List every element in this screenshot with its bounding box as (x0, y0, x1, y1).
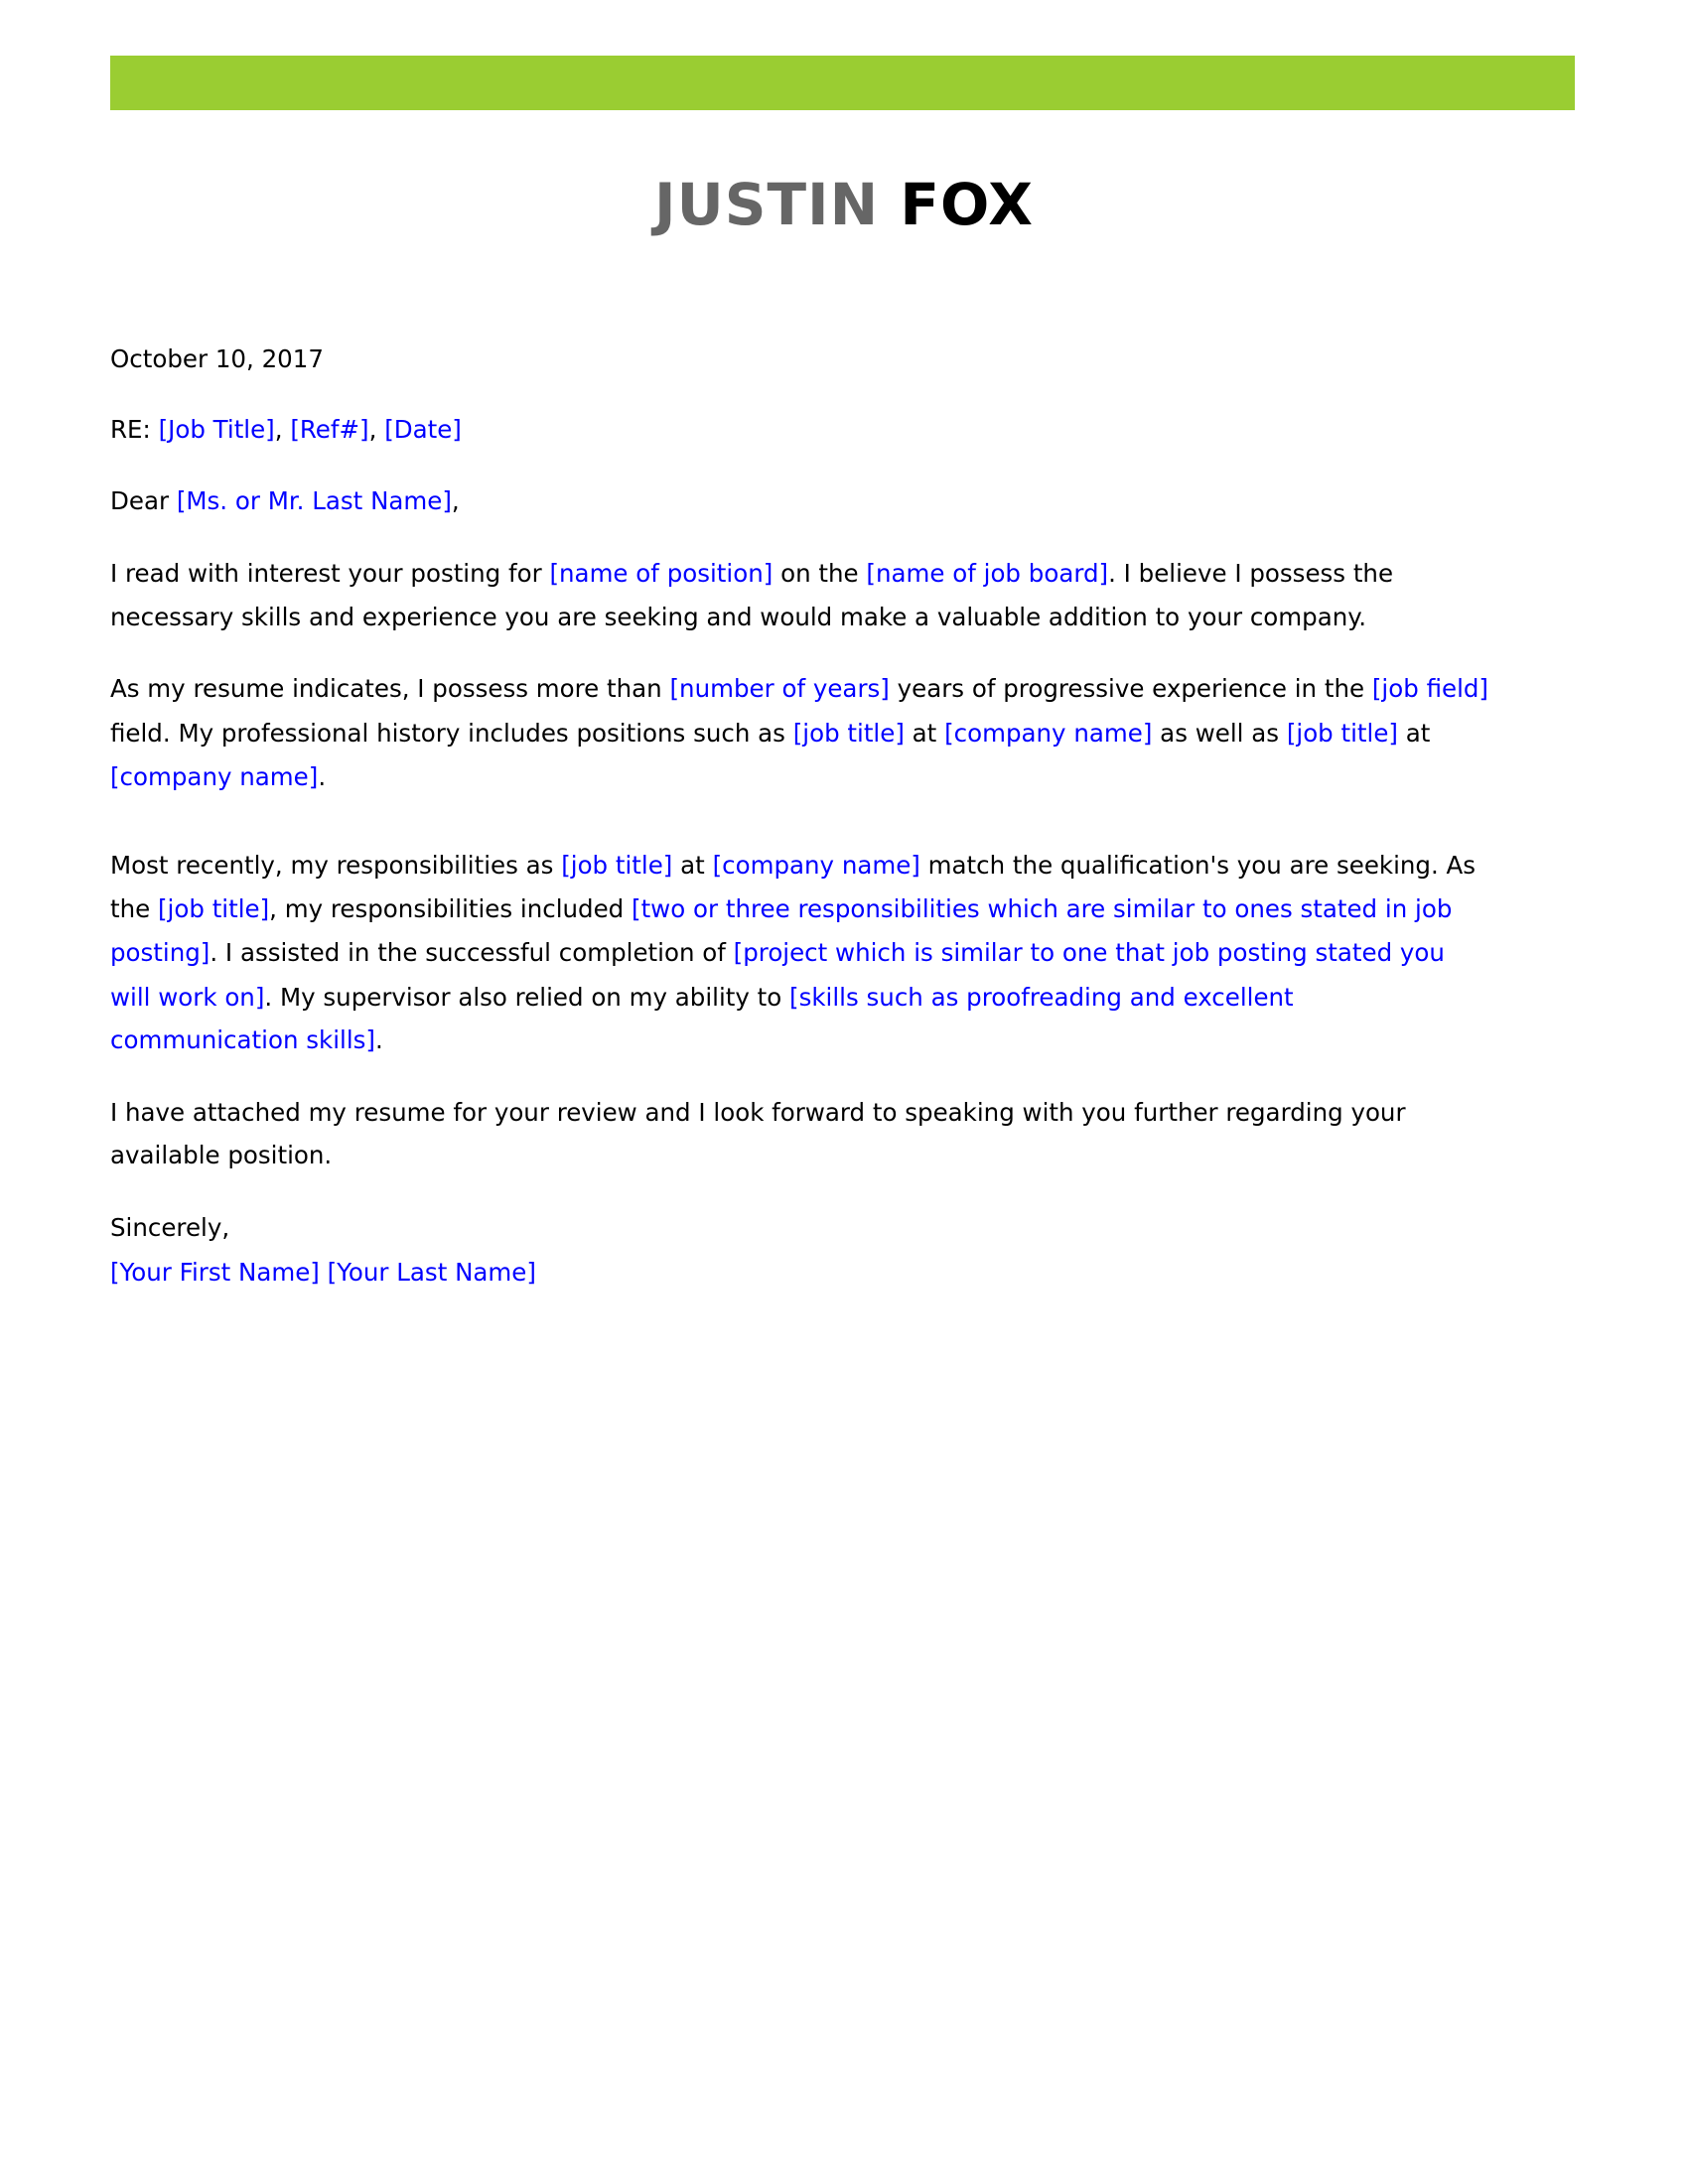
applicant-name (0, 171, 1688, 238)
p1-line-2: necessary skills and experience you are seeking and would make a valuable addition to your company. (110, 603, 1367, 631)
placeholder-years[interactable]: [number of years] (669, 674, 890, 703)
name-last: FOX (900, 171, 1034, 238)
placeholder-job-board[interactable]: [name of job board] (866, 559, 1109, 588)
text: Most recently, my responsibilities as (110, 851, 562, 880)
text: . I believe I possess the (1108, 559, 1394, 588)
placeholder-project[interactable]: will work on] (110, 983, 265, 1012)
text: the (110, 894, 158, 923)
re-line: RE: [Job Title], [Ref#], [Date] (110, 415, 462, 444)
p3-line-2 (110, 894, 1452, 924)
letter-date: October 10, 2017 (110, 344, 324, 373)
p3-line-5 (110, 1025, 383, 1055)
placeholder-company-name[interactable]: [company name] (110, 762, 319, 791)
placeholder-job-title[interactable]: [Job Title] (158, 415, 275, 444)
text: at (1397, 719, 1431, 748)
placeholder-job-title[interactable]: [job title] (158, 894, 270, 923)
placeholder-job-title[interactable]: [job title] (561, 851, 673, 880)
placeholder-job-field[interactable]: [job field] (1371, 674, 1488, 703)
p4-line-2: available position. (110, 1141, 333, 1169)
placeholder-position[interactable]: [name of position] (549, 559, 774, 588)
text: match the qualification's you are seeking. As (919, 851, 1477, 880)
text: As my resume indicates, I possess more than (110, 674, 670, 703)
name-first: JUSTIN (654, 171, 880, 238)
placeholder-responsibilities[interactable]: posting] (110, 938, 211, 967)
placeholder-skills[interactable]: [skills such as proofreading and excellent (789, 983, 1294, 1012)
p3-line-3 (110, 938, 1445, 968)
text: as well as (1152, 719, 1287, 748)
p1-line-1 (110, 559, 1393, 589)
text: at (672, 851, 713, 880)
placeholder-job-title[interactable]: [job title] (792, 719, 905, 748)
placeholder-project[interactable]: [project which is similar to one that job posting stated you (733, 938, 1445, 967)
placeholder-ref[interactable]: [Ref#] (290, 415, 369, 444)
text: . (374, 1025, 383, 1054)
placeholder-signature[interactable]: [Your First Name] [Your Last Name] (110, 1258, 536, 1287)
placeholder-job-title[interactable]: [job title] (1286, 719, 1398, 748)
p4-line-1: I have attached my resume for your review and I look forward to speaking with you further regarding your (110, 1098, 1406, 1127)
closing: Sincerely, (110, 1213, 230, 1242)
text: . My supervisor also relied on my ability to (264, 983, 790, 1012)
placeholder-recipient-name[interactable]: [Ms. or Mr. Last Name] (176, 486, 452, 515)
placeholder-date[interactable]: [Date] (384, 415, 462, 444)
placeholder-company-name[interactable]: [company name] (712, 851, 920, 880)
p2-line-3 (110, 762, 326, 792)
re-label: RE: (110, 415, 151, 444)
text: . (318, 762, 327, 791)
header-accent-bar (110, 56, 1575, 110)
placeholder-responsibilities[interactable]: [two or three responsibilities which are similar to ones stated in job (632, 894, 1453, 923)
p3-line-1 (110, 851, 1476, 881)
text: . I assisted in the successful completion of (210, 938, 734, 967)
p3-line-4 (110, 983, 1294, 1013)
text: years of progressive experience in the (889, 674, 1372, 703)
text: at (904, 719, 945, 748)
text: I read with interest your posting for (110, 559, 550, 588)
p2-line-1 (110, 674, 1488, 704)
p2-line-2 (110, 719, 1430, 749)
salutation: Dear [Ms. or Mr. Last Name], (110, 486, 460, 515)
placeholder-company-name[interactable]: [company name] (944, 719, 1153, 748)
placeholder-skills[interactable]: communication skills] (110, 1025, 375, 1054)
text: field. My professional history includes positions such as (110, 719, 793, 748)
salutation-label: Dear (110, 486, 170, 515)
text: on the (773, 559, 867, 588)
text: , my responsibilities included (269, 894, 633, 923)
